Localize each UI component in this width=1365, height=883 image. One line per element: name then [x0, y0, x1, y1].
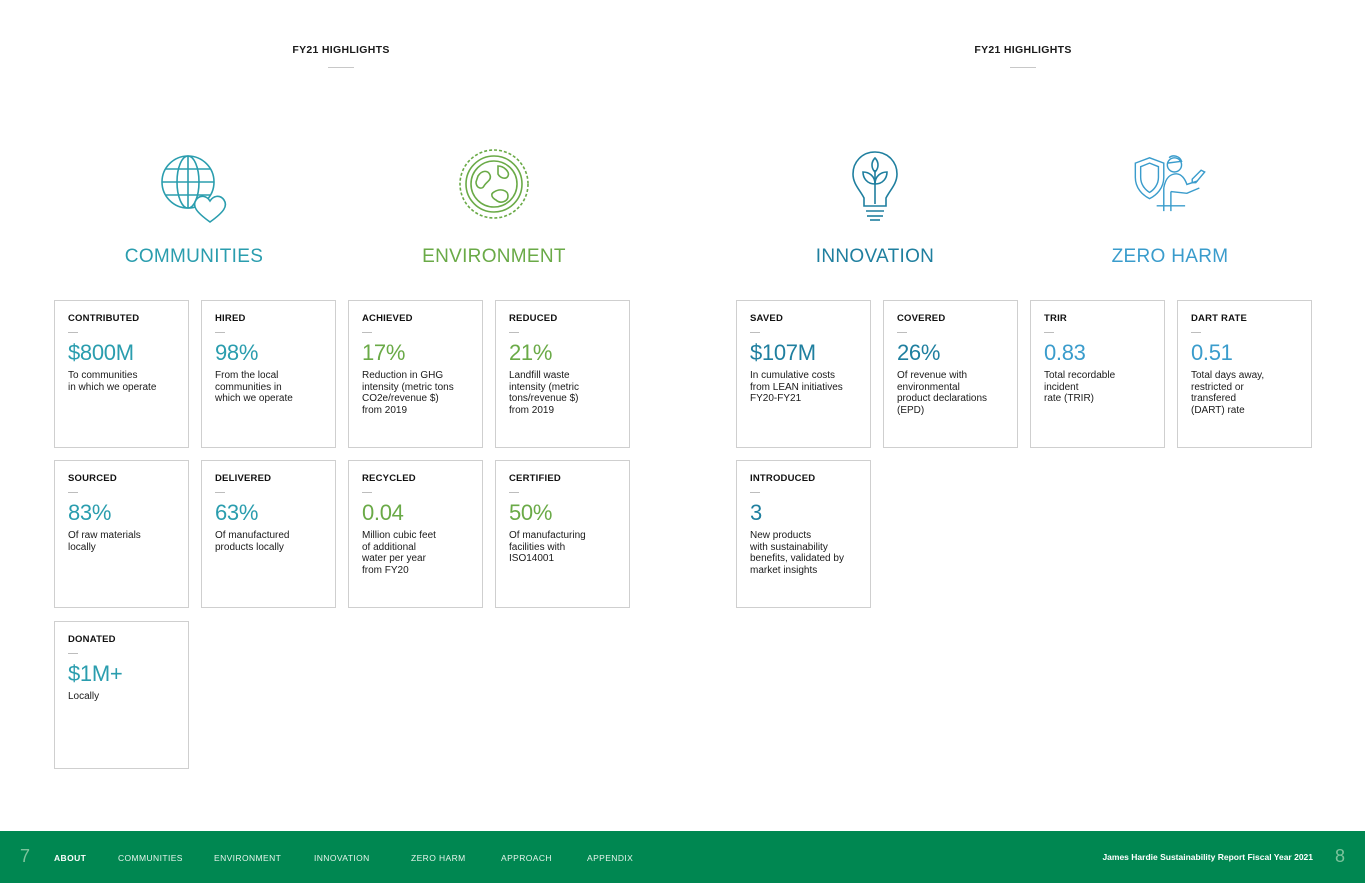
- stat-label: DONATED: [68, 634, 116, 645]
- stat-label: HIRED: [215, 313, 246, 324]
- pillar-communities: [74, 148, 314, 268]
- stat-value: 63%: [215, 500, 259, 525]
- stat-value: 50%: [509, 500, 553, 525]
- stat-label: DELIVERED: [215, 473, 272, 484]
- stat-description: New products with sustainability benefits, validated by market insights: [750, 530, 844, 576]
- pillar-title: INNOVATION: [815, 246, 935, 267]
- nav-item-appendix[interactable]: APPENDIX: [587, 853, 634, 863]
- stat-divider: [1044, 332, 1054, 333]
- stat-divider: [509, 332, 519, 333]
- stat-label: CERTIFIED: [509, 473, 561, 484]
- stat-card-covered: [883, 300, 1018, 448]
- stat-description: Of manufactured products locally: [215, 530, 290, 553]
- stat-card-sourced: [54, 460, 189, 608]
- page-heading-left: [241, 44, 441, 68]
- stat-value: 83%: [68, 500, 112, 525]
- stat-label: RECYCLED: [362, 473, 416, 484]
- stat-card-certified: [495, 460, 630, 608]
- heading-text: FY21 HIGHLIGHTS: [292, 44, 390, 56]
- worker-shield-icon: [1130, 148, 1210, 228]
- report-title: James Hardie Sustainability Report Fiscal Year 2021: [1102, 852, 1313, 862]
- stat-label: CONTRIBUTED: [68, 313, 140, 324]
- stat-card-dart: [1177, 300, 1312, 448]
- pillar-title: ENVIRONMENT: [422, 246, 566, 267]
- stat-divider: [68, 492, 78, 493]
- stat-value: 26%: [897, 340, 941, 365]
- earth-icon: [454, 148, 534, 228]
- stat-divider: [509, 492, 519, 493]
- stat-description: Million cubic feet of additional water per year from FY20: [362, 530, 436, 576]
- stat-label: COVERED: [897, 313, 946, 324]
- stat-card-reduced: [495, 300, 630, 448]
- nav-item-zero-harm[interactable]: ZERO HARM: [411, 853, 466, 863]
- stat-label: DART RATE: [1191, 313, 1247, 324]
- stat-card-saved: [736, 300, 871, 448]
- pillar-innovation: [755, 148, 995, 268]
- stat-divider: [750, 332, 760, 333]
- stat-value: 21%: [509, 340, 553, 365]
- stat-value: $800M: [68, 340, 134, 365]
- stat-divider: [362, 492, 372, 493]
- stat-label: INTRODUCED: [750, 473, 816, 484]
- pillar-environment: [374, 148, 614, 268]
- stat-description: Total days away, restricted or transfered (DART) rate: [1191, 370, 1265, 416]
- stat-value: $107M: [750, 340, 816, 365]
- heading-text: FY21 HIGHLIGHTS: [974, 44, 1072, 56]
- stat-description: Of revenue with environmental product declarations (EPD): [897, 370, 988, 416]
- page-number-right: 8: [1335, 846, 1346, 866]
- stat-value: 0.83: [1044, 340, 1086, 365]
- stat-divider: [68, 332, 78, 333]
- globe-heart-icon: [154, 148, 234, 228]
- page-heading-right: [923, 44, 1123, 68]
- stat-card-contributed: [54, 300, 189, 448]
- heading-divider: [328, 67, 354, 68]
- stat-divider: [215, 332, 225, 333]
- stat-card-achieved: [348, 300, 483, 448]
- stat-description: Locally: [68, 691, 100, 702]
- nav-item-innovation[interactable]: INNOVATION: [314, 853, 370, 863]
- stat-description: Total recordable incident rate (TRIR): [1044, 370, 1116, 405]
- stat-card-delivered: [201, 460, 336, 608]
- stat-value: 0.51: [1191, 340, 1233, 365]
- nav-item-approach[interactable]: APPROACH: [501, 853, 552, 863]
- stat-description: To communities in which we operate: [68, 370, 157, 393]
- stat-label: REDUCED: [509, 313, 558, 324]
- stat-card-trir: [1030, 300, 1165, 448]
- stat-divider: [1191, 332, 1201, 333]
- pillar-title: ZERO HARM: [1111, 246, 1229, 267]
- stat-card-introduced: [736, 460, 871, 608]
- lightbulb-plant-icon: [835, 148, 915, 228]
- nav-item-communities[interactable]: COMMUNITIES: [118, 853, 183, 863]
- stat-description: In cumulative costs from LEAN initiatives FY20-FY21: [750, 370, 843, 405]
- stat-divider: [362, 332, 372, 333]
- heading-divider: [1010, 67, 1036, 68]
- stat-value: 3: [750, 500, 762, 525]
- stat-label: ACHIEVED: [362, 313, 413, 324]
- stat-value: 17%: [362, 340, 406, 365]
- stat-divider: [750, 492, 760, 493]
- page-number-left: 7: [20, 846, 31, 866]
- nav-item-about[interactable]: ABOUT: [54, 853, 87, 863]
- stat-description: Of manufacturing facilities with ISO14001: [509, 530, 586, 565]
- pillar-title: COMMUNITIES: [124, 246, 264, 267]
- stat-label: SAVED: [750, 313, 784, 324]
- stat-label: TRIR: [1044, 313, 1067, 324]
- stat-card-hired: [201, 300, 336, 448]
- stat-value: 0.04: [362, 500, 404, 525]
- stat-label: SOURCED: [68, 473, 117, 484]
- footer-nav-bar: [0, 831, 1365, 883]
- nav-item-environment[interactable]: ENVIRONMENT: [214, 853, 282, 863]
- stat-divider: [897, 332, 907, 333]
- stat-description: Reduction in GHG intensity (metric tons CO2e/revenue $) from 2019: [362, 370, 454, 416]
- stat-value: $1M+: [68, 661, 123, 686]
- stat-card-donated: [54, 621, 189, 769]
- stat-divider: [215, 492, 225, 493]
- stat-card-recycled: [348, 460, 483, 608]
- stat-divider: [68, 653, 78, 654]
- stat-description: Landfill waste intensity (metric tons/revenue $) from 2019: [509, 370, 580, 416]
- stat-description: From the local communities in which we operate: [215, 370, 293, 405]
- stat-value: 98%: [215, 340, 259, 365]
- pillar-zeroharm: [1050, 148, 1290, 268]
- stat-description: Of raw materials locally: [68, 530, 141, 553]
